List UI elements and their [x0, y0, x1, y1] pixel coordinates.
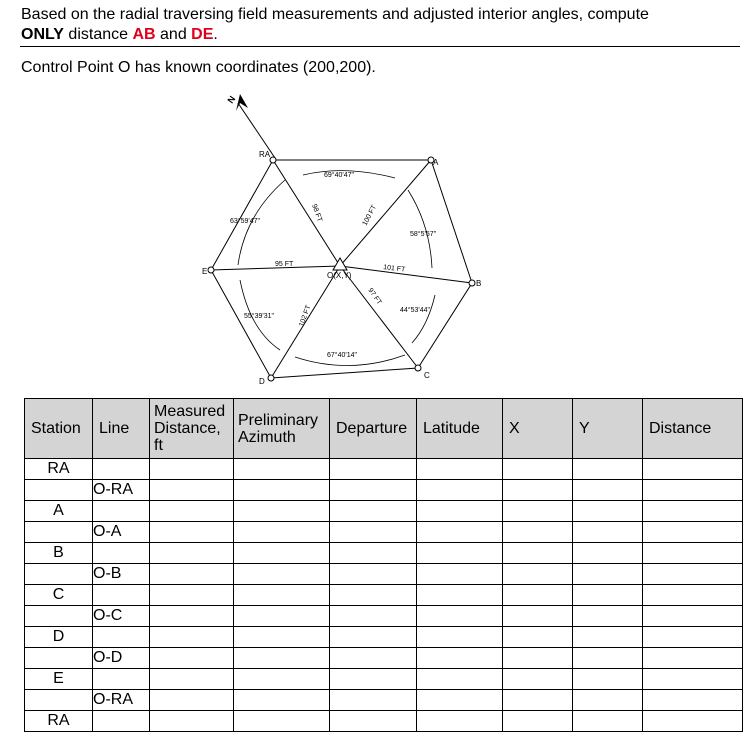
header-measured-line3: ft [154, 437, 163, 454]
input-cell[interactable] [417, 606, 503, 627]
line-cell [93, 711, 150, 732]
input-cell[interactable] [330, 480, 417, 501]
station-cell: B [25, 543, 93, 564]
input-cell[interactable] [503, 501, 573, 522]
line-ab-label: AB [132, 26, 156, 43]
input-cell[interactable] [573, 690, 643, 711]
input-cell[interactable] [330, 543, 417, 564]
table-row [25, 564, 743, 585]
distance-o-a-label: 100 FT [361, 204, 379, 227]
input-cell[interactable] [150, 564, 234, 585]
header-azimuth-line2: Azimuth [238, 428, 296, 446]
input-cell[interactable] [417, 564, 503, 585]
distance-o-e-label: 95 FT [275, 261, 294, 268]
line-cell [93, 585, 150, 606]
header-measured-line1: Measured [154, 403, 226, 420]
input-cell[interactable] [573, 459, 643, 480]
input-cell[interactable] [643, 627, 743, 648]
station-cell: D [25, 627, 93, 648]
input-cell[interactable] [643, 459, 743, 480]
input-cell[interactable] [234, 459, 330, 480]
header-departure: Departure [330, 399, 417, 459]
input-cell[interactable] [234, 606, 330, 627]
and-word: and [155, 26, 192, 43]
station-cell [25, 606, 93, 627]
input-cell[interactable] [417, 711, 503, 732]
input-cell[interactable] [643, 585, 743, 606]
input-cell[interactable] [643, 564, 743, 585]
table-row [25, 459, 743, 480]
input-cell[interactable] [573, 501, 643, 522]
header-y: Y [573, 399, 643, 459]
line-cell: O-RA [93, 690, 150, 711]
input-cell[interactable] [330, 711, 417, 732]
header-latitude: Latitude [417, 399, 503, 459]
input-cell[interactable] [643, 690, 743, 711]
input-cell[interactable] [150, 522, 234, 543]
input-cell[interactable] [234, 522, 330, 543]
input-cell[interactable] [643, 501, 743, 522]
input-cell[interactable] [643, 669, 743, 690]
distance-o-d-label: 102 FT [298, 304, 313, 328]
input-cell[interactable] [417, 501, 503, 522]
table-row [25, 543, 743, 564]
input-cell[interactable] [573, 543, 643, 564]
north-label: N [225, 94, 238, 106]
table-row [25, 669, 743, 690]
header-azimuth-line1: Preliminary [238, 411, 319, 429]
input-cell[interactable] [503, 585, 573, 606]
input-cell[interactable] [573, 711, 643, 732]
input-cell[interactable] [573, 606, 643, 627]
line-cell [93, 669, 150, 690]
table-row [25, 480, 743, 501]
line-cell: O-C [93, 606, 150, 627]
input-cell[interactable] [503, 627, 573, 648]
input-cell[interactable] [643, 522, 743, 543]
input-cell[interactable] [643, 543, 743, 564]
station-c-label: C [424, 371, 430, 380]
input-cell[interactable] [417, 669, 503, 690]
input-cell[interactable] [150, 648, 234, 669]
distance-word: distance [63, 26, 133, 43]
input-cell[interactable] [150, 585, 234, 606]
line-cell [93, 501, 150, 522]
station-a-label: A [433, 158, 439, 167]
input-cell[interactable] [417, 627, 503, 648]
traverse-table [24, 398, 743, 732]
input-cell[interactable] [417, 648, 503, 669]
angle-arc-a-b [408, 190, 432, 268]
input-cell[interactable] [234, 669, 330, 690]
input-cell[interactable] [503, 648, 573, 669]
station-cell: RA [25, 711, 93, 732]
input-cell[interactable] [234, 480, 330, 501]
input-cell[interactable] [643, 606, 743, 627]
angle-a-b-label: 58°5'57" [410, 231, 437, 238]
station-cell: A [25, 501, 93, 522]
input-cell[interactable] [150, 459, 234, 480]
input-cell[interactable] [330, 459, 417, 480]
control-point-text: Control Point O has known coordinates (200,200). [21, 59, 376, 76]
input-cell[interactable] [573, 522, 643, 543]
input-cell[interactable] [234, 543, 330, 564]
header-measured-distance [150, 399, 234, 459]
input-cell[interactable] [503, 669, 573, 690]
table-row [25, 690, 743, 711]
input-cell[interactable] [503, 606, 573, 627]
angle-c-d-label: 67°40'14" [327, 352, 357, 359]
input-cell[interactable] [417, 480, 503, 501]
distance-o-ra-label: 98 FT [310, 203, 323, 223]
station-e-marker [208, 267, 214, 273]
input-cell[interactable] [234, 711, 330, 732]
line-cell: O-RA [93, 480, 150, 501]
line-cell: O-D [93, 648, 150, 669]
header-x: X [503, 399, 573, 459]
line-cell [93, 627, 150, 648]
input-cell[interactable] [330, 522, 417, 543]
input-cell[interactable] [573, 564, 643, 585]
station-b-marker [469, 280, 475, 286]
input-cell[interactable] [573, 627, 643, 648]
control-point-o-label: O(X,Y) [327, 271, 352, 280]
header-distance: Distance [643, 399, 743, 459]
table-row [25, 711, 743, 732]
input-cell[interactable] [150, 669, 234, 690]
input-cell[interactable] [503, 711, 573, 732]
input-cell[interactable] [234, 564, 330, 585]
input-cell[interactable] [150, 501, 234, 522]
input-cell[interactable] [573, 669, 643, 690]
line-de-label: DE [191, 26, 214, 43]
input-cell[interactable] [643, 648, 743, 669]
header-station: Station [25, 399, 93, 459]
input-cell[interactable] [330, 669, 417, 690]
station-cell: RA [25, 459, 93, 480]
station-cell: E [25, 669, 93, 690]
header-measured-line2: Distance, [154, 420, 221, 437]
angle-arc-b-c [412, 295, 435, 343]
input-cell[interactable] [150, 690, 234, 711]
input-cell[interactable] [643, 480, 743, 501]
input-cell[interactable] [330, 627, 417, 648]
period: . [213, 26, 218, 43]
input-cell[interactable] [150, 627, 234, 648]
station-ra-marker [270, 157, 276, 163]
station-c-marker [415, 365, 421, 371]
table-row [25, 627, 743, 648]
line-cell: O-B [93, 564, 150, 585]
station-cell [25, 522, 93, 543]
distance-o-c-label: 97 FT [366, 287, 383, 307]
input-cell[interactable] [503, 522, 573, 543]
station-ra-label: RA [259, 150, 271, 159]
angle-d-e-label: 55°39'31" [244, 313, 274, 320]
station-cell: C [25, 585, 93, 606]
line-cell: O-A [93, 522, 150, 543]
input-cell[interactable] [150, 543, 234, 564]
input-cell[interactable] [234, 501, 330, 522]
input-cell[interactable] [573, 585, 643, 606]
input-cell[interactable] [503, 690, 573, 711]
input-cell[interactable] [503, 543, 573, 564]
table-row [25, 648, 743, 669]
line-cell [93, 459, 150, 480]
station-cell [25, 648, 93, 669]
input-cell[interactable] [150, 480, 234, 501]
input-cell[interactable] [234, 690, 330, 711]
input-cell[interactable] [330, 690, 417, 711]
station-cell [25, 480, 93, 501]
table-row [25, 522, 743, 543]
station-d-marker [268, 375, 274, 381]
angle-e-ra-label: 63°59'47" [230, 218, 260, 225]
table-row [25, 585, 743, 606]
table-row [25, 606, 743, 627]
input-cell[interactable] [330, 648, 417, 669]
header-preliminary-azimuth [234, 399, 330, 459]
input-cell[interactable] [643, 711, 743, 732]
station-e-label: E [202, 267, 208, 276]
input-cell[interactable] [417, 543, 503, 564]
input-cell[interactable] [234, 627, 330, 648]
input-cell[interactable] [573, 648, 643, 669]
input-cell[interactable] [150, 711, 234, 732]
input-cell[interactable] [330, 564, 417, 585]
header-line: Line [93, 399, 150, 459]
input-cell[interactable] [503, 480, 573, 501]
input-cell[interactable] [503, 459, 573, 480]
station-cell [25, 690, 93, 711]
input-cell[interactable] [503, 564, 573, 585]
station-b-label: B [476, 279, 482, 288]
input-cell[interactable] [330, 606, 417, 627]
input-cell[interactable] [234, 648, 330, 669]
station-d-label: D [259, 377, 265, 386]
input-cell[interactable] [150, 606, 234, 627]
input-cell[interactable] [573, 480, 643, 501]
table-row [25, 501, 743, 522]
distance-o-b-label: 101 FT [382, 264, 406, 274]
radial-o-b [340, 266, 472, 283]
angle-b-c-label: 44°53'44" [400, 307, 430, 314]
input-cell[interactable] [417, 585, 503, 606]
input-cell[interactable] [417, 459, 503, 480]
station-cell [25, 564, 93, 585]
input-cell[interactable] [234, 585, 330, 606]
line-cell [93, 543, 150, 564]
input-cell[interactable] [330, 585, 417, 606]
angle-ra-a-label: 69°40'47" [324, 172, 354, 179]
input-cell[interactable] [417, 690, 503, 711]
question-line-1: Based on the radial traversing field measurements and adjusted interior angles, compute [21, 6, 649, 23]
input-cell[interactable] [330, 501, 417, 522]
only-emphasis: ONLY [21, 26, 64, 43]
input-cell[interactable] [417, 522, 503, 543]
